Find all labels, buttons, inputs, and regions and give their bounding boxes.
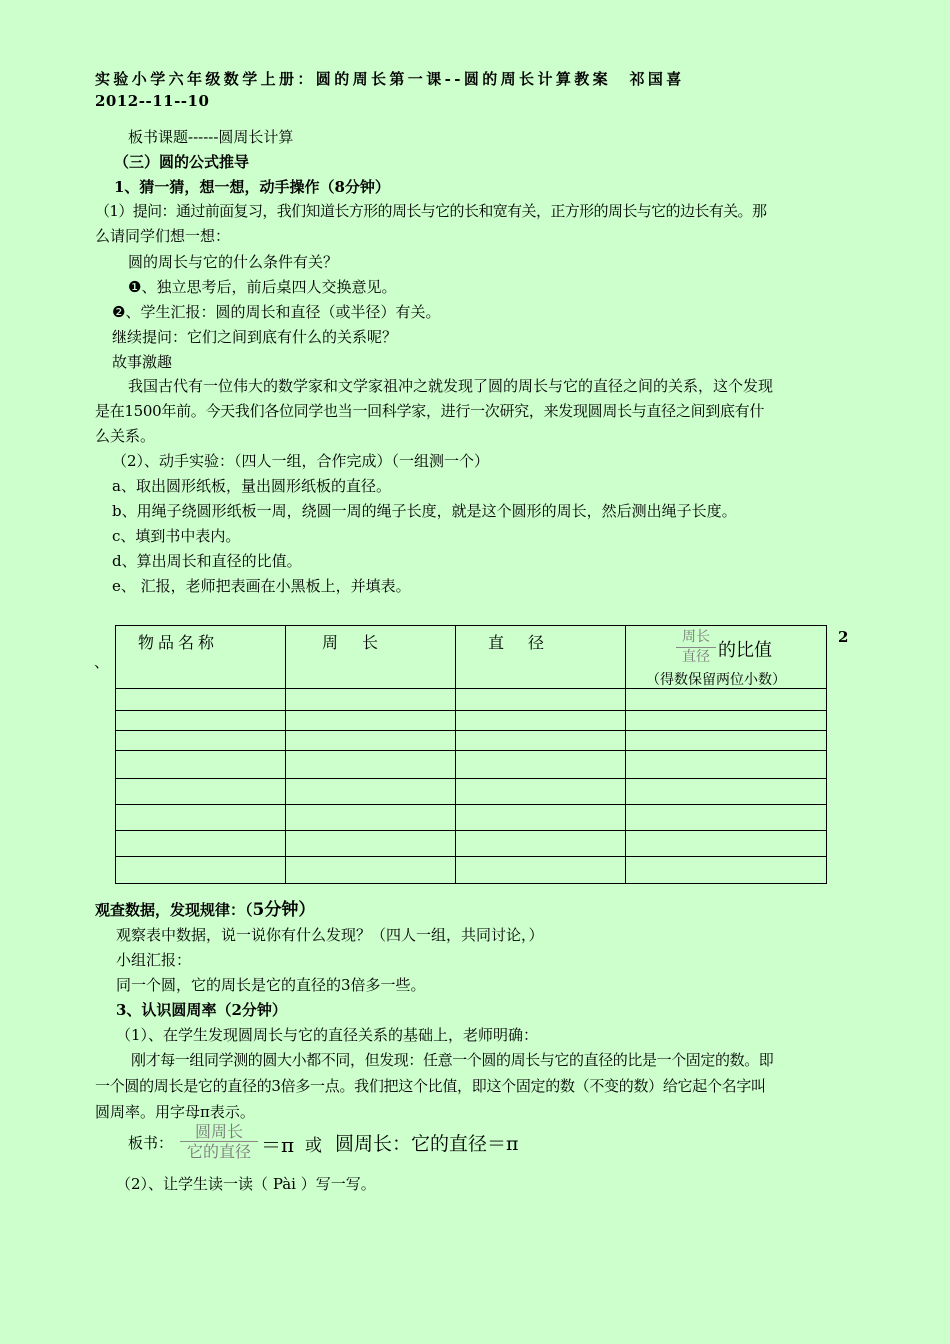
- table-row: [116, 831, 827, 857]
- table-row: [116, 751, 827, 779]
- table-cell: [626, 751, 827, 779]
- table-cell: [286, 779, 456, 805]
- board-fraction: 圆周长 它的直径: [180, 1122, 258, 1161]
- table-cell: [456, 779, 626, 805]
- table-cell: [286, 857, 456, 884]
- table-cell: [456, 805, 626, 831]
- table-cell: [456, 731, 626, 751]
- observe-heading: 观查数据，发现规律：（5分钟）: [95, 900, 316, 920]
- table-cell: [286, 711, 456, 731]
- section-heading: （三）圆的公式推导: [114, 153, 250, 171]
- continue-question: 继续提问：它们之间到底有什么的关系呢？: [112, 328, 398, 346]
- title-line-2: 2012--11--10: [95, 92, 210, 110]
- group-report: 小组汇报：: [116, 951, 192, 969]
- header-ratio: [626, 626, 827, 689]
- board-formula: 圆周长：它的直径＝π: [335, 1133, 519, 1155]
- table-cell: [286, 805, 456, 831]
- bullet-2: ❷、学生汇报：圆的周长和直径（或半径）有关。: [112, 303, 441, 321]
- question-1-prompt: 圆的周长与它的什么条件有关？: [128, 253, 339, 271]
- table-cell: [116, 751, 286, 779]
- table-header-row: [116, 626, 827, 689]
- table-cell: [456, 857, 626, 884]
- step-3-heading: 3、认识圆周率（2分钟）: [116, 1001, 287, 1019]
- experiment-step-c: c、填到书中表内。: [112, 527, 241, 545]
- table-cell: [456, 751, 626, 779]
- table-cell: [286, 731, 456, 751]
- table-cell: [626, 711, 827, 731]
- header-item-name: 物品名称: [116, 626, 286, 689]
- table-cell: [116, 689, 286, 711]
- table-row: [116, 689, 827, 711]
- table-cell: [116, 831, 286, 857]
- story-paragraph: 我国古代有一位伟大的数学家和文学家祖冲之就发现了圆的周长与它的直径之间的关系，这个发现 是在1500年前。今天我们各位同学也当一回科学家，进行一次研究，来发现圆周长与直径之间到底有什 么关系。: [95, 377, 774, 445]
- experiment-step-d: d、算出周长和直径的比值。: [112, 552, 302, 570]
- story-heading: 故事激趣: [112, 353, 173, 371]
- measurement-table: [115, 625, 827, 884]
- title-line-1: 实验小学六年级数学上册：圆的周长第一课--圆的周长计算教案 祁国喜: [95, 70, 685, 88]
- bullet-2-icon: ❷: [112, 303, 126, 321]
- table-cell: [456, 689, 626, 711]
- table-cell: [116, 731, 286, 751]
- experiment-step-a: a、取出圆形纸板，量出圆形纸板的直径。: [112, 477, 391, 495]
- bullet-1-icon: ❶: [128, 278, 142, 296]
- table-cell: [626, 831, 827, 857]
- observe-line: 观察表中数据，说一说你有什么发现？（四人一组，共同讨论，）: [116, 926, 544, 944]
- board-equals-pi: ＝π: [261, 1133, 295, 1157]
- table-cell: [456, 711, 626, 731]
- clarify-line: （1）、在学生发现圆周长与它的直径关系的基础上，老师明确：: [116, 1026, 539, 1044]
- side-number: 2: [838, 628, 849, 646]
- experiment-title: （2）、动手实验：（四人一组，合作完成）（一组测一个）: [112, 452, 490, 470]
- table-row: [116, 731, 827, 751]
- step-1-heading: 1、猜一猜，想一想，动手操作（8分钟）: [114, 178, 390, 196]
- header-diameter: 直 径: [456, 626, 626, 689]
- document-title: [95, 68, 855, 112]
- board-label: 板书：: [128, 1134, 174, 1152]
- table-cell: [286, 689, 456, 711]
- table-cell: [116, 711, 286, 731]
- table-cell: [286, 831, 456, 857]
- table-cell: [116, 805, 286, 831]
- table-row: [116, 779, 827, 805]
- pi-paragraph: 刚才每一组同学测的圆大小都不同，但发现：任意一个圆的周长与它的直径的比是一个固定的数。即 一个圆的周长是它的直径的3倍多一点。我们把这个比值，即这个固定的数（不变的数）给它起个名字叫 圆周率。用字母π表示。: [95, 1051, 774, 1121]
- table-cell: [286, 751, 456, 779]
- board-or: 或: [305, 1136, 322, 1156]
- table-cell: [456, 831, 626, 857]
- ratio-note: （得数保留两位小数）: [646, 672, 786, 688]
- table-row: [116, 857, 827, 884]
- question-1: （1）提问：通过前面复习，我们知道长方形的周长与它的长和宽有关，正方形的周长与它的边长有关。那 么请同学们想一想：: [95, 202, 767, 245]
- ratio-fraction: 周长 直径: [676, 628, 716, 667]
- board-title: 板书课题------圆周长计算: [128, 128, 294, 146]
- table-row: [116, 805, 827, 831]
- header-circumference: 周 长: [286, 626, 456, 689]
- bullet-1: ❶、独立思考后，前后桌四人交换意见。: [128, 278, 397, 296]
- table-cell: [626, 857, 827, 884]
- table-cell: [116, 857, 286, 884]
- table-cell: [116, 779, 286, 805]
- ratio-suffix: 的比值: [718, 640, 772, 661]
- table-cell: [626, 779, 827, 805]
- table-row: [116, 711, 827, 731]
- table-cell: [626, 731, 827, 751]
- experiment-step-b: b、用绳子绕圆形纸板一周，绕圆一周的绳子长度，就是这个圆形的周长，然后测出绳子长度。: [112, 502, 737, 520]
- side-mark: 、: [94, 653, 110, 671]
- finding: 同一个圆，它的周长是它的直径的3倍多一些。: [116, 976, 426, 994]
- experiment-step-e: e、 汇报，老师把表画在小黑板上，并填表。: [112, 577, 411, 595]
- table-cell: [626, 689, 827, 711]
- table-cell: [626, 805, 827, 831]
- read-line: （2）、让学生读一读（ Pài ）写一写。: [116, 1175, 376, 1193]
